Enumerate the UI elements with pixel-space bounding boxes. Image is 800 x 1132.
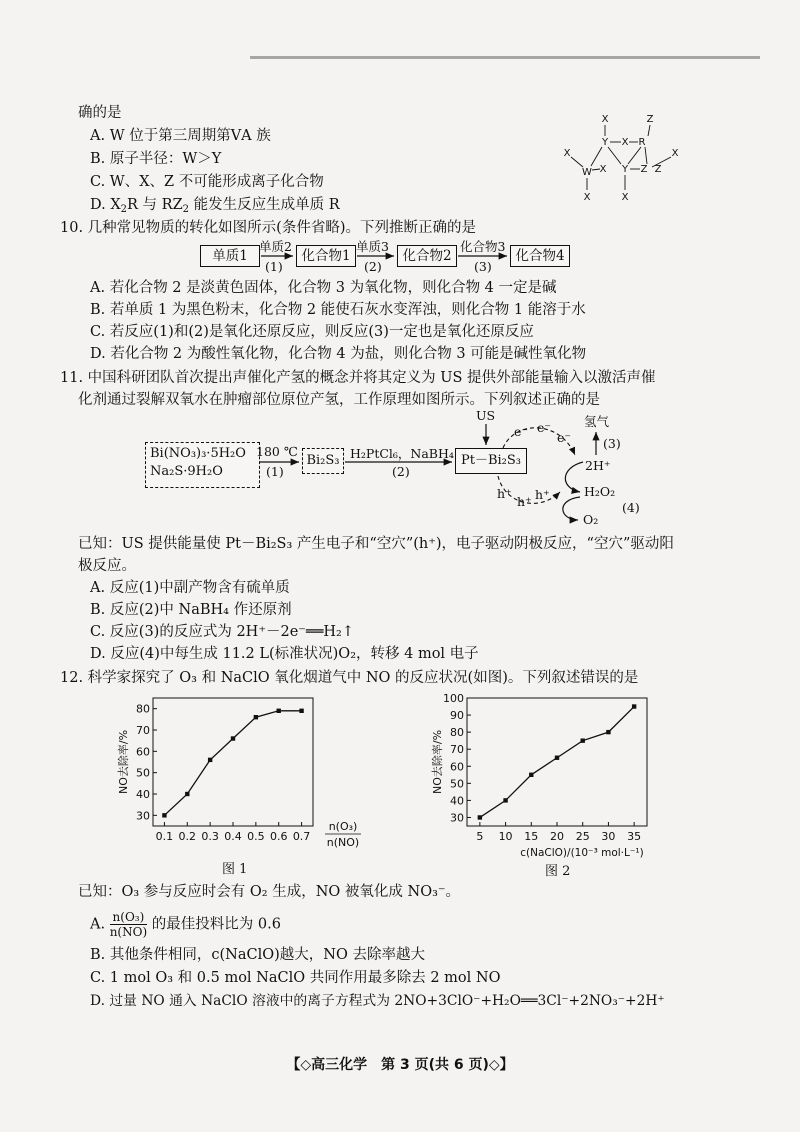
x-tick-label: 10 (498, 830, 513, 843)
y-tick-label: 40 (450, 794, 464, 808)
y-tick-label: 30 (450, 811, 464, 825)
atom-y: Y (621, 164, 629, 175)
q11-bi2s3-box: Bi₂S₃ (302, 448, 344, 474)
q9-option-a: A. W 位于第三周期第ⅤA 族 (90, 128, 271, 144)
q11-stem-line2: 化剂通过裂解双氧水在肿瘤部位原位产氢，工作原理如图所示。下列叙述正确的是 (78, 392, 600, 408)
data-point (529, 773, 533, 777)
x-axis-label-denominator: n(NO) (326, 836, 360, 849)
q11-option-d: D. 反应(4)中每生成 11.2 L(标准状况)O₂，转移 4 mol 电子 (90, 646, 479, 662)
atom-x: X (563, 148, 571, 159)
q11-cond1-top: 180 ℃ (256, 444, 298, 459)
q10-arrow1-bottom: (1) (265, 259, 283, 274)
q11-reactant2: Na₂S·9H₂O (150, 464, 223, 479)
plot-frame (467, 698, 647, 826)
q9-option-c: C. W、X、Z 不可能形成离子化合物 (90, 174, 324, 190)
atom-z: Z (646, 114, 654, 125)
y-tick-label: 100 (443, 692, 464, 705)
q12-stem: 12. 科学家探究了 O₃ 和 NaClO 氧化烟道气中 NO 的反应状况(如图)。下列叙述错误的是 (60, 670, 639, 686)
data-point (185, 792, 189, 796)
y-tick-label: 80 (450, 726, 464, 740)
x-axis-label-numerator: n(O₃) (328, 820, 358, 833)
q11-electron-1: e⁻ (514, 424, 528, 439)
y-tick-label: 40 (136, 788, 150, 801)
q10-option-d: D. 若化合物 2 为酸性氧化物，化合物 4 为盐，则化合物 3 可能是碱性氧化物 (90, 346, 587, 362)
q10-box-compound2: 化合物2 (397, 245, 457, 267)
x-tick-label: 35 (627, 830, 642, 843)
y-tick-label: 90 (450, 709, 464, 723)
q10-box-element1: 单质1 (200, 245, 260, 267)
y-tick-label: 50 (136, 766, 150, 780)
q11-hydrogen-label: 氢气 (584, 414, 610, 429)
x-tick-label: 15 (524, 830, 539, 843)
x-tick-label: 0.7 (292, 830, 311, 843)
q11-h2o2-label: H₂O₂ (584, 484, 616, 499)
atom-x: X (671, 148, 679, 159)
data-point (254, 715, 258, 719)
q11-known-line1: 已知：US 提供能量使 Pt－Bi₂S₃ 产生电子和“空穴”(h⁺)，电子驱动阴极反应，“空穴”驱动阳 (78, 536, 674, 552)
q9-option-b: B. 原子半径：W＞Y (90, 151, 222, 167)
q11-step3-label: (3) (603, 436, 621, 451)
q10-box-compound1: 化合物1 (296, 245, 356, 267)
x-tick-label: 20 (550, 830, 564, 843)
q11-hole-2: h⁺ (517, 494, 532, 509)
x-tick-label: 0.1 (155, 830, 174, 843)
q11-o2-label: O₂ (583, 512, 599, 527)
q12-a-frac-bottom: n(NO) (109, 925, 148, 939)
q11-electron-2: e⁻ (537, 420, 551, 435)
q11-hole-1: h⁺ (497, 486, 512, 501)
x-tick-label: 0.6 (269, 830, 288, 843)
data-point (632, 704, 636, 708)
data-point (555, 756, 559, 760)
y-axis-label: NO去除率/% (117, 729, 130, 795)
q11-proton-label: 2H⁺ (585, 458, 611, 473)
x-tick-label: 0.2 (178, 830, 197, 843)
q11-us-label: US (476, 408, 496, 423)
q12-option-a: A. $\frac{\text{n(O₃)}}{n(NO)}$ 的最佳投料比为 0.6 (90, 910, 281, 939)
q10-arrow2-top: 单质3 (356, 239, 389, 254)
atom-x: X (583, 192, 591, 203)
q11-electron-3: e⁻ (557, 430, 571, 445)
q10-arrow3-top: 化合物3 (460, 239, 506, 254)
q12-a-frac-top: n(O₃) (110, 910, 147, 925)
q11-reactant1: Bi(NO₃)₃·5H₂O (150, 446, 246, 461)
q10-stem: 10. 几种常见物质的转化如图所示(条件省略)。下列推断正确的是 (60, 220, 476, 236)
q10-arrow2-bottom: (2) (364, 259, 382, 274)
q10-arrow3-bottom: (3) (474, 259, 492, 274)
series-line (164, 711, 301, 816)
q10-option-b: B. 若单质 1 为黑色粉末，化合物 2 能使石灰水变浑浊，则化合物 1 能溶于水 (90, 302, 586, 318)
q12-option-b: B. 其他条件相同，c(NaClO)越大，NO 去除率越大 (90, 947, 425, 963)
atom-x: X (621, 137, 629, 148)
q12-figure2-chart (415, 690, 715, 865)
y-tick-label: 30 (136, 809, 150, 823)
x-tick-label: 5 (476, 830, 484, 843)
q11-option-c: C. 反应(3)的反应式为 2H⁺－2e⁻══H₂↑ (90, 624, 354, 640)
atom-y: Y (601, 137, 609, 148)
atom-z: Z (654, 164, 662, 175)
data-point (277, 709, 281, 713)
q12-option-d: D. 过量 NO 通入 NaClO 溶液中的离子方程式为 2NO+3ClO⁻+H₂O══3Cl⁻+2NO₃⁻+2H⁺ (90, 993, 665, 1009)
q11-stem-line1: 11. 中国科研团队首次提出声催化产氢的概念并将其定义为 US 提供外部能量输入以激活声催 (60, 370, 656, 386)
q11-option-b: B. 反应(2)中 NaBH₄ 作还原剂 (90, 602, 292, 618)
data-point (231, 736, 235, 740)
q12-known: 已知：O₃ 参与反应时会有 O₂ 生成，NO 被氧化成 NO₃⁻。 (78, 884, 461, 900)
data-point (606, 730, 610, 734)
x-tick-label: 30 (601, 830, 616, 843)
q11-known-line2: 极反应。 (78, 558, 136, 574)
y-tick-label: 60 (450, 760, 464, 774)
x-tick-label: 0.3 (201, 830, 219, 843)
q12-option-c: C. 1 mol O₃ 和 0.5 mol NaClO 共同作用最多除去 2 mol NO (90, 970, 501, 986)
q10-option-a: A. 若化合物 2 是淡黄色固体，化合物 3 为氧化物，则化合物 4 一定是碱 (90, 280, 557, 296)
x-tick-label: 0.4 (224, 830, 242, 843)
q11-cond2-top: H₂PtCl₆，NaBH₄ (350, 446, 454, 461)
q11-step4-label: (4) (622, 500, 640, 515)
q12-figure1-chart (105, 690, 375, 860)
x-tick-label: 0.5 (247, 830, 265, 843)
q10-arrow1-top: 单质2 (259, 239, 292, 254)
x-axis-label: c(NaClO)/(10⁻³ mol·L⁻¹) (520, 847, 644, 859)
q11-cond1-bottom: (1) (266, 464, 284, 479)
atom-r: R (638, 137, 646, 148)
y-tick-label: 70 (136, 724, 150, 737)
data-point (299, 709, 303, 713)
data-point (162, 813, 166, 817)
q11-hole-3: h⁺ (535, 487, 550, 502)
atom-x: X (601, 114, 609, 125)
y-tick-label: 80 (136, 702, 150, 716)
atom-w: W (582, 167, 592, 178)
y-tick-label: 50 (450, 777, 464, 791)
data-point (503, 798, 507, 802)
data-point (478, 815, 482, 819)
atom-x: X (621, 192, 629, 203)
q10-option-c: C. 若反应(1)和(2)是氧化还原反应，则反应(3)一定也是氧化还原反应 (90, 324, 534, 340)
q9-option-d: D. $X_2R$ 与 $RZ_2$ 能发生反应生成单质 R (90, 197, 340, 215)
q12-fig2-caption: 图 2 (545, 864, 571, 879)
data-point (581, 738, 585, 742)
atom-x: X (599, 164, 607, 175)
q11-product-box: Pt－Bi₂S₃ (455, 448, 527, 474)
y-tick-label: 60 (136, 745, 150, 759)
q10-box-compound4: 化合物4 (510, 245, 570, 267)
page-footer: 【◇高三化学 第 3 页(共 6 页)◇】 (286, 1057, 514, 1073)
data-point (208, 758, 212, 762)
q9-stem-tail: 确的是 (78, 105, 122, 121)
q11-option-a: A. 反应(1)中副产物含有硫单质 (90, 580, 290, 596)
x-tick-label: 25 (575, 830, 590, 843)
y-axis-label: NO去除率/% (431, 729, 444, 795)
q11-cond2-bottom: (2) (392, 464, 410, 479)
series-line (480, 707, 634, 818)
y-tick-label: 70 (450, 743, 464, 757)
atom-z: Z (640, 164, 648, 175)
q12-fig1-caption: 图 1 (222, 862, 248, 877)
plot-frame (153, 698, 313, 826)
